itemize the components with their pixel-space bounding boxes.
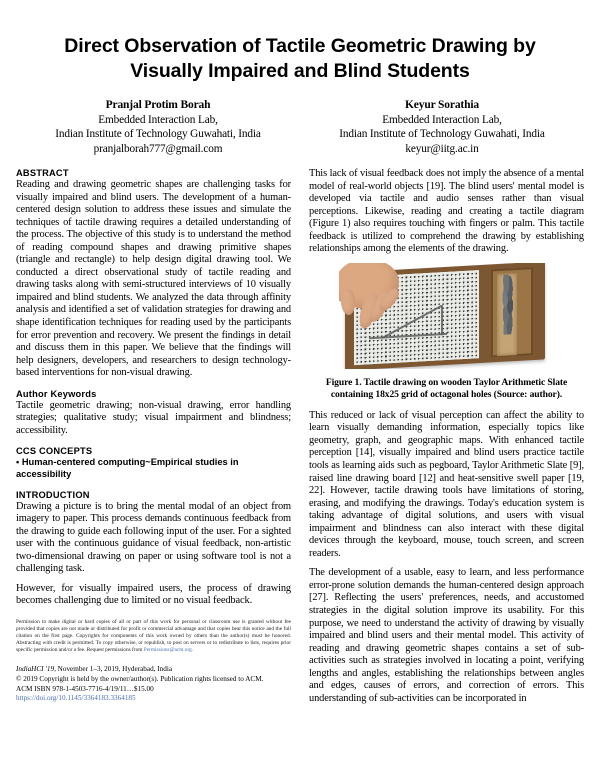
author-list [16,98,584,156]
keywords-text: Tactile geometric drawing; non-visual drawing, error handling strategies; qualitative study; visual impairment and blindness; accessibility. [16,399,291,436]
pin-storage-channel [491,267,533,357]
author-affiliation: Indian Institute of Technology Guwahati, India [55,128,261,140]
figure-caption: Figure 1. Tactile drawing on wooden Taylor Arithmetic Slate containing 18x25 grid of octagonal holes (Source: author). [325,376,568,400]
ccs-heading: CCS CONCEPTS [16,446,93,457]
isbn-statement: ACM ISBN 978-1-4503-7716-4/19/11…$15.00 [16,684,154,693]
permission-notice [16,619,291,654]
left-column [16,168,291,712]
author-name: Pranjal Protim Borah [105,99,211,111]
hand-icon [339,263,419,335]
doi-link[interactable]: https://doi.org/10.1145/3364183.3364185 [16,694,136,703]
introduction-heading: INTRODUCTION [16,489,90,500]
author-affiliation: Indian Institute of Technology Guwahati, India [339,128,545,140]
right-paragraph-3: The development of a usable, easy to learn, and less performance error-prone solution demands the human-centered design approach [27]. Reflecting the users' preferences, needs, and accustomed strategies in the digital solution improve its usability. For this purpose, we need to understand the activity of drawing by visually impaired and blind users and their mental model. This activity of reading and drawing geometric shapes contains a set of sub-activities such as strategies involved in locating a point, verifying lengths and angles, establishing the relationships between angles and edges, causes of errors, and correction of errors. This understanding of sub-activities can be incorporated in [309,567,584,704]
author-block-1 [16,98,300,156]
author-email[interactable]: keyur@iitg.ac.in [405,142,479,155]
permission-text: Permission to make digital or hard copies of all or part of this work for personal or classroom use is granted without fee provided that copies are not made or distributed for profit or commercial advantage and that copies bear this notice and the full citation on the first page. Copyrights for components of this work owned by others than the author(s) must be honored. Abstracting with credit is permitted. To copy otherwise, or republish, to post on servers or to redistribute to lists, requires prior specific permission and/or a fee. Request permissions from [16,618,291,654]
two-column-body [16,168,584,712]
abstract-heading: ABSTRACT [16,168,69,178]
intro-paragraph-2: However, for visually impaired users, the process of drawing becomes challenging due to limited or no visual feedback. [16,582,291,607]
right-paragraph-1: This lack of visual feedback does not imply the absence of a mental model of real-world objects [19]. The blind users' mental model is developed via tactile and audio senses rather than visual perceptions. Likewise, reading and creating a tactile diagram (Figure 1) also requires touching with fingers or palm. This tactile feedback is utilized to comprehend the drawing by establishing relationships among the elements of the drawing. [309,168,584,255]
author-email[interactable]: pranjalborah777@gmail.com [93,142,223,155]
figure-1 [309,263,584,401]
author-block-2 [300,98,584,156]
page-title: Direct Observation of Tactile Geometric Drawing by Visually Impaired and Blind Students [64,35,536,82]
ccs-text: • Human-centered computing~Empirical studies in accessibility [16,457,239,479]
metal-pins [499,274,517,335]
keywords-heading: Author Keywords [16,388,97,399]
intro-paragraph-1: Drawing a picture is to bring the mental modal of an object from imagery to paper. This process demands continuous feedback from the drawing to guide each following input of the user. For a sighted user with the continuous guidance of visual feedback, non-artistic two-dimensional drawing on paper or using software tool is not a challenging task. [16,500,291,575]
drawn-line-vertical [441,305,443,335]
author-name: Keyur Sorathia [404,99,480,111]
author-lab: Embedded Interaction Lab, [98,113,218,126]
venue-name: IndiaHCI '19 [16,665,55,674]
right-paragraph-2: This reduced or lack of visual perception can affect the ability to learn visually demanding information, especially topics like geometry, graph, and geographic maps. With enhanced tactile perception [14], visually impaired and blind users practice tactile tools as learning aids such as pegboard, Taylor Arithmetic Slate [9], raised line drawing board [12] and heat-sensitive swell paper [19, 22]. However, tactile drawing tools have limitations of storing, erasing, and modifying the drawings. Today's education system is taking advantage of digital solutions, and users with visual impairment and blindness can also interact with these digital devices through the keyboard, mouse, touch screen, and screen readers. [309,409,584,559]
permission-email-link[interactable]: Permissions@acm.org. [143,647,194,654]
thumb [340,288,356,315]
venue-details: , November 1–3, 2019, Hyderabad, India [54,665,173,674]
abstract-text: Reading and drawing geometric shapes are challenging tasks for visually impaired and blind users. The development of a human-centered design solution to address these issues and simulate the techniques of tactile drawing requires a detailed understanding of the process. The objective of this study is to understand the method of reading compound shapes and drawing primitive shapes (triangle and rectangle) to help design digital drawing tool. We conducted a direct observational study of tactile reading and drawing tasks along with semi-structured interviews of 10 visually impaired and blind students. We analyzed the data through affinity analysis and identified a set of validation strategies for drawing and shape identification techniques for reading used by the participants for error prevention and recovery. We present the findings in detail and discuss them in this paper. We believe that the findings will help designers, developers, and researchers to design technology-based interventions for non-visual drawing. [16,179,291,379]
right-column [309,168,584,712]
tactile-slate-photo [339,263,554,369]
author-lab: Embedded Interaction Lab, [382,113,502,126]
copyright-statement: © 2019 Copyright is held by the owner/author(s). Publication rights licensed to ACM. [16,675,264,684]
publication-info [16,665,291,694]
